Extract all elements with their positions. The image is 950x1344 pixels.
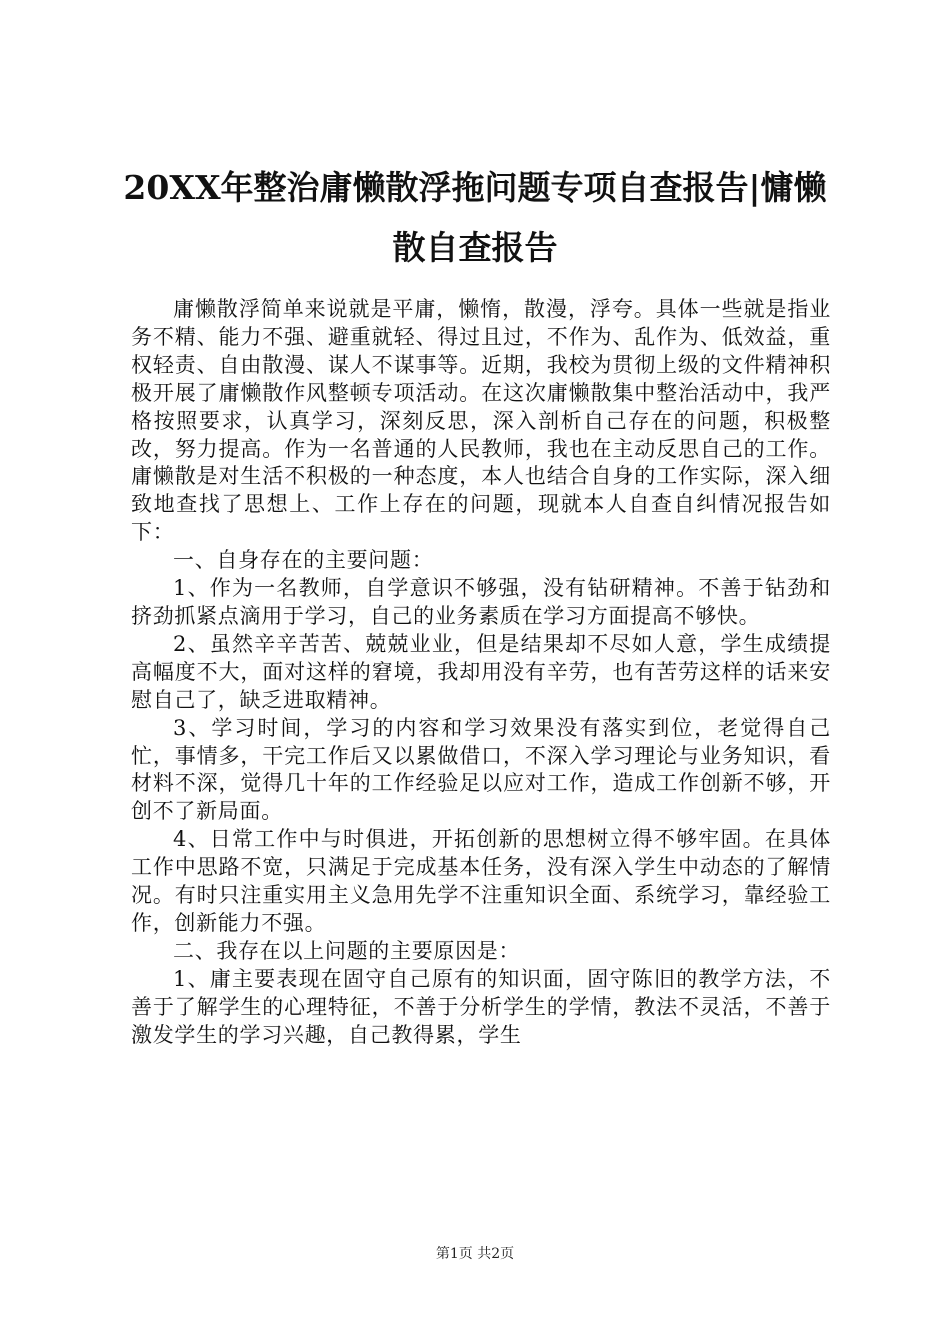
paragraph-intro: 庸懒散浮简单来说就是平庸，懒惰，散漫，浮夸。具体一些就是指业务不精、能力不强、避重就轻、得过且过，不作为、乱作为、低效益，重权轻责、自由散漫、谋人不谋事等。近期，我校为贯彻上级的文件精神积极开展了庸懒散作风整顿专项活动。在这次庸懒散集中整治活动中，我严格按照要求，认真学习，深刻反思，深入剖析自己存在的问题，积极整改，努力提高。作为一名普通的人民教师，我也在主动反思自己的工作。庸懒散是对生活不积极的一种态度，本人也结合自身的工作实际，深入细致地查找了思想上、工作上存在的问题，现就本人自查自纠情况报告如下： xyxy=(131,297,831,545)
section-heading-problems: 一、自身存在的主要问题： xyxy=(173,548,434,573)
paragraph-problem-1: 1、作为一名教师，自学意识不够强，没有钻研精神。不善于钻劲和挤劲抓紧点滴用于学习，自己的业务素质在学习方面提高不够快。 xyxy=(131,576,831,628)
paragraph-cause-1: 1、庸主要表现在固守自己原有的知识面，固守陈旧的教学方法，不善于了解学生的心理特征，不善于分析学生的学情，教法不灵活，不善于激发学生的学习兴趣，自己教得累，学生 xyxy=(131,966,831,1047)
paragraph-problem-3: 3、学习时间，学习的内容和学习效果没有落实到位，老觉得自己忙，事情多，干完工作后又以累做借口，不深入学习理论与业务知识，看材料不深，觉得几十年的工作经验足以应对工作，造成工作创新不够，开创不了新局面。 xyxy=(131,715,831,824)
page-footer: 第1页 共2页 xyxy=(435,1246,515,1262)
document-body xyxy=(131,296,831,1186)
document-title: 20XX年整治庸懒散浮拖问题专项自查报告|慵懒散自查报告 xyxy=(123,168,827,267)
paragraph-problem-2: 2、虽然辛辛苦苦、兢兢业业，但是结果却不尽如人意，学生成绩提高幅度不大，面对这样的窘境，我却用没有辛劳，也有苦劳这样的话来安慰自己了，缺乏进取精神。 xyxy=(131,631,831,712)
section-heading-causes: 二、我存在以上问题的主要原因是： xyxy=(173,938,521,963)
paragraph-problem-4: 4、日常工作中与时俱进，开拓创新的思想树立得不够牢固。在具体工作中思路不宽，只满足于完成基本任务，没有深入学生中动态的了解情况。有时只注重实用主义急用先学不注重知识全面、系统学习，靠经验工作，创新能力不强。 xyxy=(131,827,831,935)
